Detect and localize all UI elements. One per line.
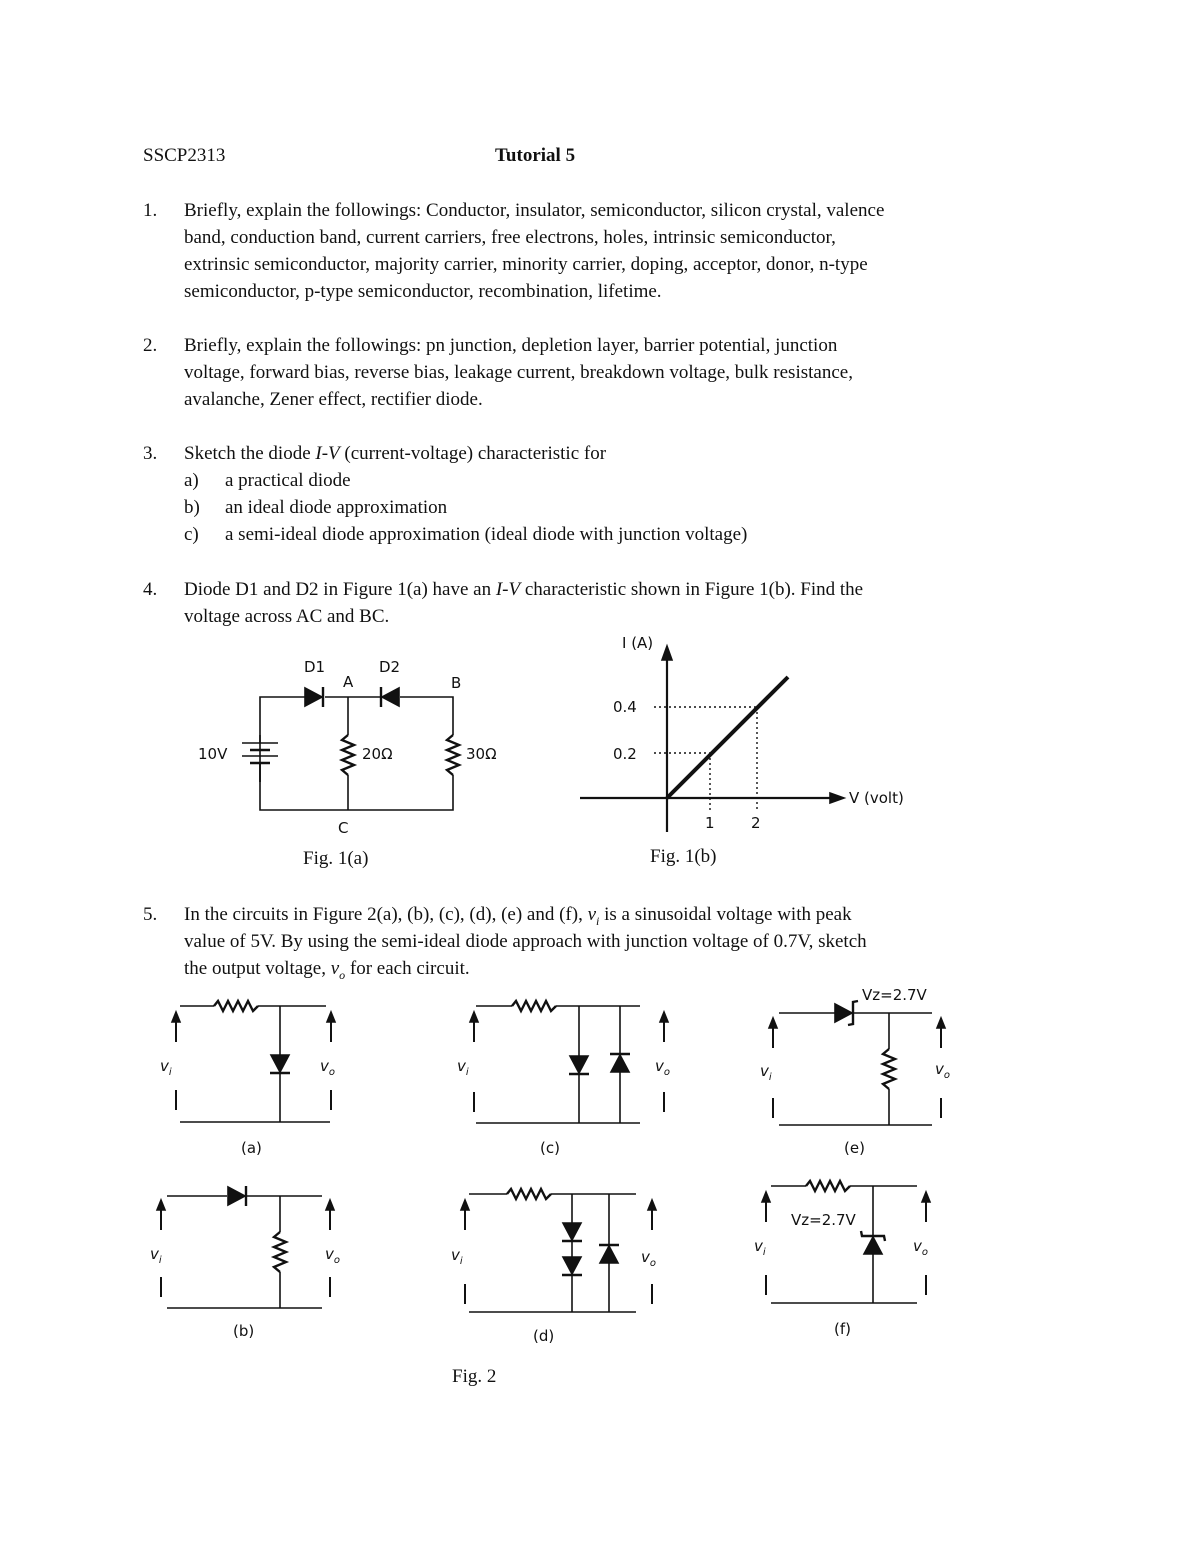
circuit-c (470, 1001, 671, 1123)
x-axis-label: V (volt) (849, 789, 904, 807)
question-line: the output voltage, $v_o$ for each circuit. (184, 958, 470, 982)
resistor-symbol (883, 1049, 895, 1089)
label-d1: D1 (304, 658, 326, 676)
label-r2: 30Ω (466, 745, 497, 763)
sub-item-text: an ideal diode approximation (225, 497, 448, 518)
vo-label: $v_o$ (320, 1057, 336, 1078)
question-number: 2. (143, 335, 158, 356)
diode-symbol (228, 1187, 245, 1205)
vo-label: $v_o$ (913, 1237, 929, 1258)
vo-label: $v_o$ (655, 1057, 671, 1078)
zener-voltage-label: Vz=2.7V (862, 986, 927, 1004)
sub-item-text: a semi-ideal diode approximation (ideal diode with junction voltage) (225, 524, 748, 545)
zener-symbol (835, 1004, 852, 1022)
question-line: Briefly, explain the followings: pn junction, depletion layer, barrier potential, junction (184, 335, 838, 356)
question-number: 1. (143, 200, 158, 221)
sub-item-text: a practical diode (225, 470, 351, 491)
x-tick-label: 1 (705, 814, 715, 832)
question-line: voltage across AC and BC. (184, 606, 390, 627)
vi-label: $v_i$ (451, 1246, 463, 1267)
vo-label: $v_o$ (935, 1060, 951, 1081)
course-code: SSCP2313 (143, 145, 226, 166)
zener-voltage-label: Vz=2.7V (791, 1211, 856, 1229)
label-r1: 20Ω (362, 745, 393, 763)
label-node-c: C (338, 819, 349, 837)
vi-label: $v_i$ (150, 1245, 162, 1266)
question-line: avalanche, Zener effect, rectifier diode. (184, 389, 483, 410)
vi-label: $v_i$ (457, 1057, 469, 1078)
sub-item-label: a) (184, 470, 199, 491)
question-number: 5. (143, 904, 158, 925)
question-number: 3. (143, 443, 158, 464)
circuit-label: (a) (241, 1139, 262, 1157)
diode-symbol (611, 1055, 629, 1072)
circuit-label: (c) (540, 1139, 560, 1157)
vi-label: $v_i$ (754, 1237, 766, 1258)
circuit-label: (d) (533, 1327, 555, 1345)
vi-label: $v_i$ (160, 1057, 172, 1078)
circuit-d (461, 1189, 656, 1312)
x-tick-label: 2 (751, 814, 761, 832)
circuit-b (157, 1186, 334, 1308)
question-number: 4. (143, 579, 158, 600)
circuit-a (172, 1001, 335, 1122)
question-line: voltage, forward bias, reverse bias, leakage current, breakdown voltage, bulk resistance, (184, 362, 853, 383)
question-line: band, conduction band, current carriers, free electrons, holes, intrinsic semiconductor, (184, 227, 836, 248)
circuit-label: (b) (233, 1322, 255, 1340)
circuit-label: (f) (834, 1320, 851, 1338)
circuit-f (762, 1181, 930, 1303)
circuit-label: (e) (844, 1139, 865, 1157)
question-line: Diode D1 and D2 in Figure 1(a) have an I-V characteristic shown in Figure 1(b). Find the (184, 579, 864, 600)
figure-1a-caption: Fig. 1(a) (303, 848, 369, 869)
page-title: Tutorial 5 (495, 145, 576, 166)
vo-label: $v_o$ (325, 1245, 341, 1266)
vi-label: $v_i$ (760, 1062, 772, 1083)
label-source: 10V (198, 745, 228, 763)
resistor-symbol (274, 1232, 286, 1272)
question-line: In the circuits in Figure 2(a), (b), (c), (d), (e) and (f), $v_i$ is a sinusoidal voltage with peak (184, 904, 852, 928)
diode-symbol (563, 1257, 581, 1274)
label-node-b: B (451, 674, 462, 692)
diode-symbol (570, 1056, 588, 1073)
question-line: Sketch the diode I-V (current-voltage) characteristic for (184, 443, 607, 464)
label-node-a: A (343, 673, 354, 691)
sub-item-label: c) (184, 524, 199, 545)
figure-2-caption: Fig. 2 (452, 1366, 497, 1387)
vo-label: $v_o$ (641, 1248, 657, 1269)
diode-symbol (271, 1055, 289, 1072)
question-line: extrinsic semiconductor, majority carrier, minority carrier, doping, acceptor, donor, n-type (184, 254, 868, 275)
question-line: value of 5V. By using the semi-ideal diode approach with junction voltage of 0.7V, sketch (184, 931, 867, 952)
diode-symbol (600, 1246, 618, 1263)
question-line: semiconductor, p-type semiconductor, recombination, lifetime. (184, 281, 662, 302)
figure-1b-caption: Fig. 1(b) (650, 846, 717, 867)
question-line: Briefly, explain the followings: Conductor, insulator, semiconductor, silicon crystal, valence (184, 200, 885, 221)
sub-item-label: b) (184, 497, 200, 518)
y-tick-label: 0.2 (613, 745, 637, 763)
diode-symbol (563, 1223, 581, 1240)
circuit-e (769, 1001, 945, 1125)
label-d2: D2 (379, 658, 401, 676)
y-axis-label: I (A) (622, 634, 654, 652)
y-tick-label: 0.4 (613, 698, 637, 716)
